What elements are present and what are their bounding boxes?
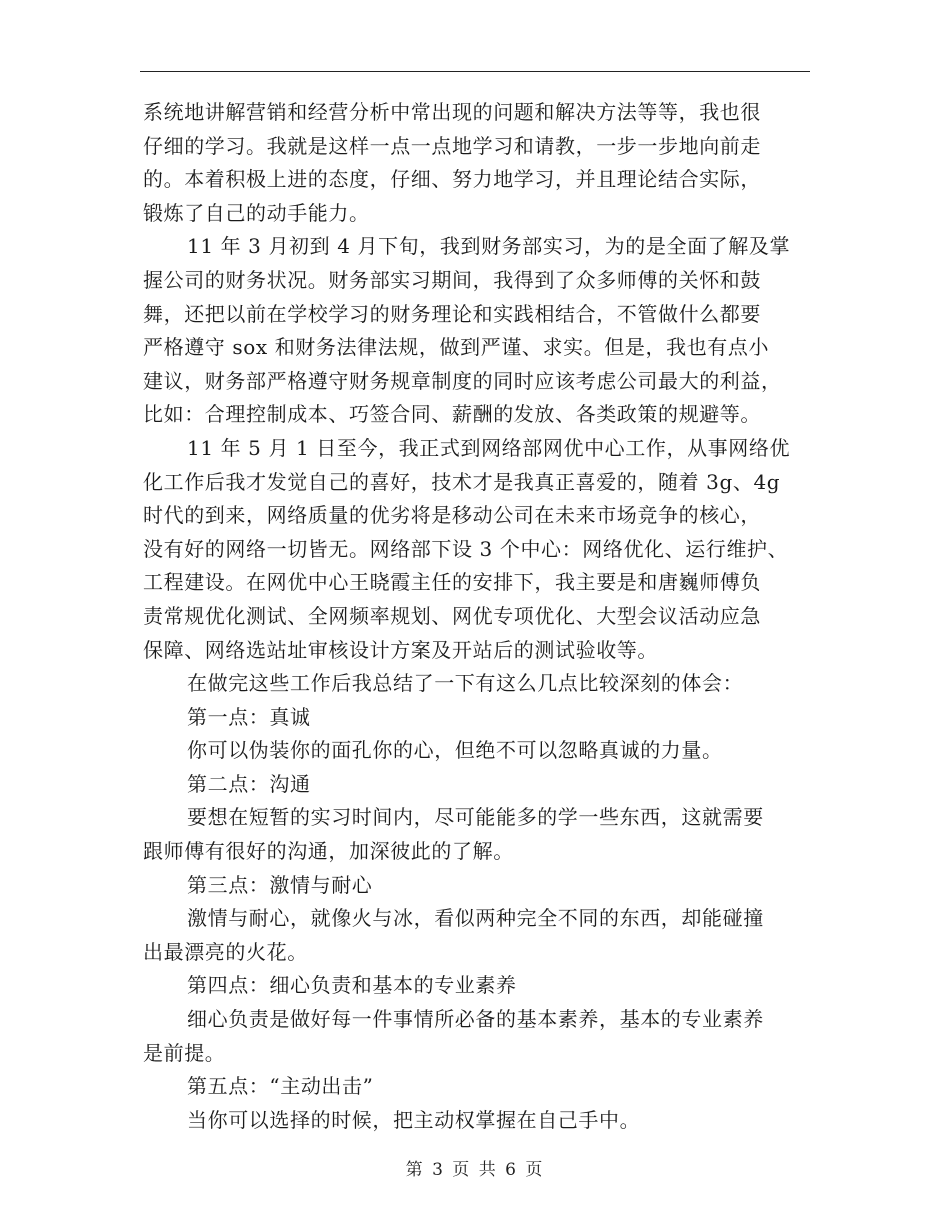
text-line: 没有好的网络一切皆无。网络部下设 3 个中心：网络优化、运行维护、 — [143, 536, 789, 561]
document-body — [143, 96, 809, 1137]
text-line: 出最漂亮的火花。 — [143, 939, 308, 964]
text-line: 当你可以选择的时候，把主动权掌握在自己手中。 — [187, 1107, 641, 1132]
text-line: 舞，还把以前在学校学习的财务理论和实践相结合，不管做什么都要 — [143, 301, 761, 326]
point-1-body — [143, 734, 809, 768]
paragraph-1 — [143, 96, 809, 230]
text-line: 责常规优化测试、全网频率规划、网优专项优化、大型会议活动应急 — [143, 603, 761, 628]
text-line: 在做完这些工作后我总结了一下有这么几点比较深刻的体会： — [187, 671, 744, 696]
text-line: 握公司的财务状况。财务部实习期间，我得到了众多师傅的关怀和鼓 — [143, 267, 761, 292]
text-line: 锻炼了自己的动手能力。 — [143, 200, 370, 225]
text-line: 系统地讲解营销和经营分析中常出现的问题和解决方法等等，我也很 — [143, 100, 761, 124]
point-4-heading — [143, 969, 809, 1003]
point-2-heading — [143, 768, 809, 802]
paragraph-2 — [143, 230, 809, 432]
text-line: 你可以伪装你的面孔你的心，但绝不可以忽略真诚的力量。 — [187, 738, 723, 763]
point-3-heading — [143, 869, 809, 903]
text-line: 第三点：激情与耐心 — [187, 872, 373, 897]
page-number-footer: 第 3 页 共 6 页 — [405, 1160, 545, 1180]
text-line: 是前提。 — [143, 1040, 226, 1065]
text-line: 工程建设。在网优中心王晓霞主任的安排下，我主要是和唐巍师傅负 — [143, 570, 761, 595]
point-3-body — [143, 902, 809, 969]
text-line: 第五点：“主动出击” — [187, 1074, 374, 1099]
point-1-heading — [143, 701, 809, 735]
point-5-heading — [143, 1070, 809, 1104]
text-line: 比如：合理控制成本、巧签合同、薪酬的发放、各类政策的规避等。 — [143, 402, 761, 427]
text-line: 时代的到来，网络质量的优劣将是移动公司在未来市场竞争的核心， — [143, 503, 761, 528]
text-line: 第四点：细心负责和基本的专业素养 — [187, 973, 517, 998]
text-line: 11 年 3 月初到 4 月下旬，我到财务部实习，为的是全面了解及掌 — [187, 234, 791, 259]
summary-intro — [143, 667, 809, 701]
text-line: 11 年 5 月 1 日至今，我正式到网络部网优中心工作，从事网络优 — [187, 435, 791, 460]
text-line: 保障、网络选站址审核设计方案及开站后的测试验收等。 — [143, 637, 658, 662]
paragraph-3 — [143, 432, 809, 667]
text-line: 第一点：真诚 — [187, 704, 311, 729]
text-line: 严格遵守 sox 和财务法律法规，做到严谨、求实。但是，我也有点小 — [143, 335, 770, 360]
text-line: 的。本着积极上进的态度，仔细、努力地学习，并且理论结合实际， — [143, 167, 761, 192]
text-line: 化工作后我才发觉自己的喜好，技术才是我真正喜爱的，随着 3g、4g — [143, 469, 781, 494]
text-line: 要想在短暂的实习时间内，尽可能能多的学一些东西，这就需要 — [187, 805, 764, 830]
text-line: 激情与耐心，就像火与冰，看似两种完全不同的东西，却能碰撞 — [187, 906, 764, 931]
text-line: 建议，财务部严格遵守财务规章制度的同时应该考虑公司最大的利益， — [143, 368, 782, 393]
point-2-body — [143, 801, 809, 868]
text-line: 细心负责是做好每一件事情所必备的基本素养，基本的专业素养 — [187, 1007, 764, 1032]
header-rule — [140, 71, 810, 72]
text-line: 仔细的学习。我就是这样一点一点地学习和请教，一步一步地向前走 — [143, 133, 761, 158]
point-4-body — [143, 1003, 809, 1070]
text-line: 跟师傅有很好的沟通，加深彼此的了解。 — [143, 839, 514, 864]
point-5-body — [143, 1104, 809, 1138]
text-line: 第二点：沟通 — [187, 771, 311, 796]
